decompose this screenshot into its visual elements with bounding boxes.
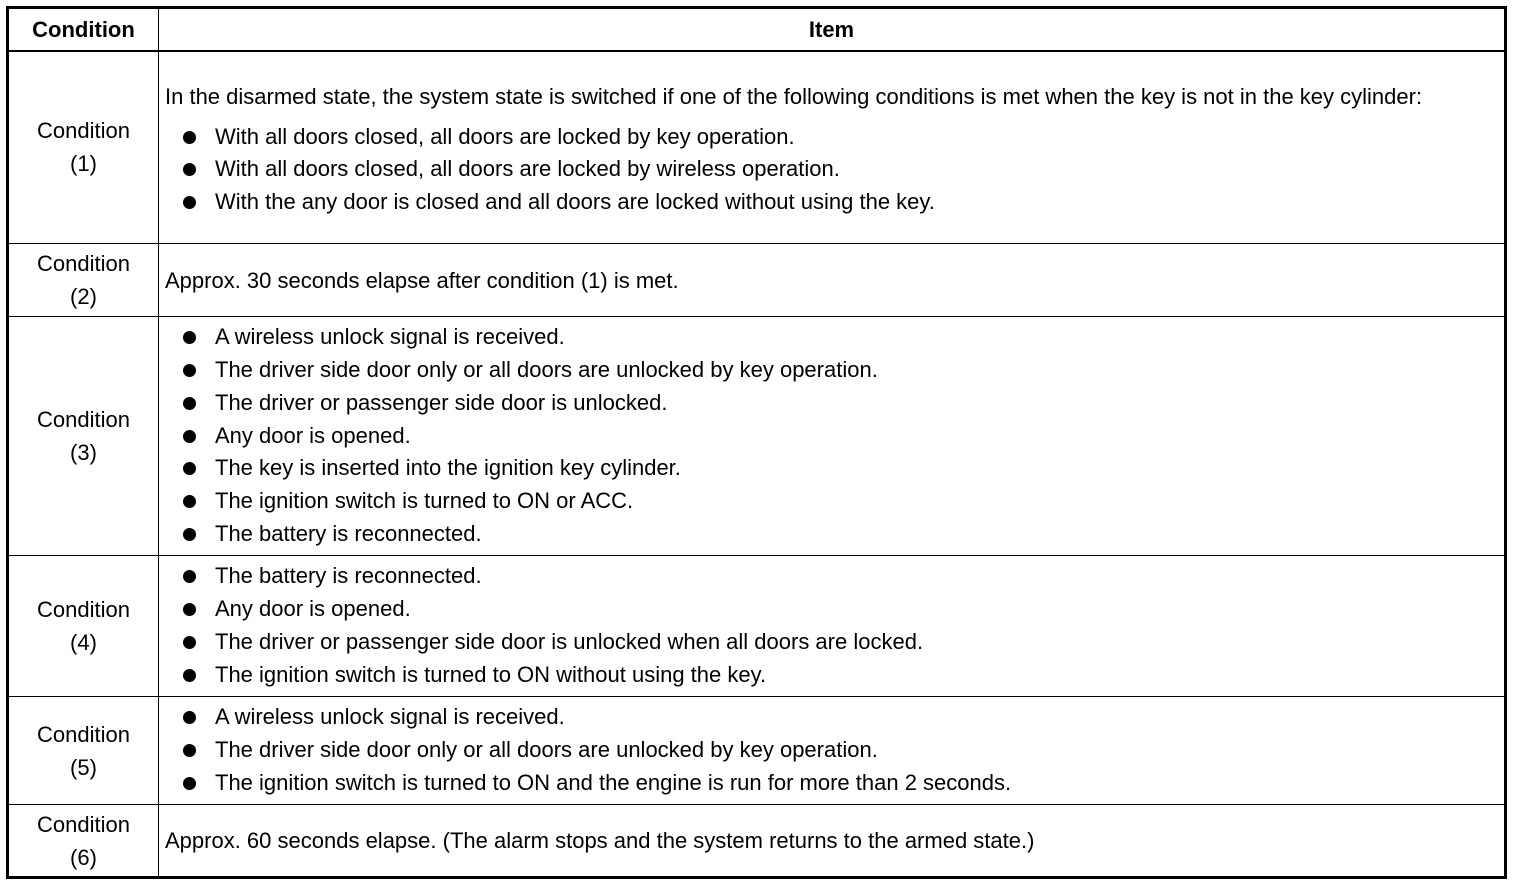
- item-bullet-list: [165, 319, 1496, 553]
- list-item: Any door is opened.: [165, 593, 1496, 626]
- item-cell: [159, 556, 1506, 697]
- header-item: Item: [159, 8, 1506, 51]
- item-cell: [159, 317, 1506, 556]
- item-cell: [159, 697, 1506, 805]
- list-item: The ignition switch is turned to ON without using the key.: [165, 659, 1496, 692]
- condition-number: (6): [70, 844, 97, 870]
- item-bullet-list: [165, 558, 1496, 693]
- item-text: Approx. 60 seconds elapse. (The alarm stops and the system returns to the armed state.): [165, 828, 1035, 853]
- list-item: The driver side door only or all doors are unlocked by key operation.: [165, 354, 1496, 387]
- item-bullet-list: [165, 699, 1496, 801]
- condition-cell: [8, 556, 159, 697]
- list-item: The driver side door only or all doors are unlocked by key operation.: [165, 734, 1496, 767]
- table-row: [8, 51, 1506, 244]
- list-item: A wireless unlock signal is received.: [165, 701, 1496, 734]
- list-item: With all doors closed, all doors are locked by wireless operation.: [165, 153, 1496, 186]
- table-row: [8, 805, 1506, 878]
- list-item: The ignition switch is turned to ON and the engine is run for more than 2 seconds.: [165, 767, 1496, 800]
- condition-label: Condition: [37, 811, 130, 837]
- list-item: The battery is reconnected.: [165, 560, 1496, 593]
- item-text: Approx. 30 seconds elapse after condition (1) is met.: [165, 267, 679, 293]
- item-intro-text: In the disarmed state, the system state is switched if one of the following conditions is met when the key is not in the key cylinder:: [165, 83, 1423, 109]
- table-row: [8, 244, 1506, 317]
- table-header-row: [8, 8, 1506, 51]
- condition-number: (2): [70, 284, 97, 309]
- condition-number: (4): [70, 630, 97, 655]
- condition-label: Condition: [37, 721, 130, 747]
- list-item: The driver or passenger side door is unlocked when all doors are locked.: [165, 626, 1496, 659]
- condition-label: Condition: [37, 597, 130, 622]
- condition-cell: [8, 317, 159, 556]
- item-cell: [159, 244, 1506, 317]
- list-item: The ignition switch is turned to ON or ACC.: [165, 485, 1496, 518]
- condition-label: Condition: [37, 118, 130, 144]
- list-item: Any door is opened.: [165, 420, 1496, 453]
- condition-cell: [8, 51, 159, 244]
- table-row: [8, 317, 1506, 556]
- condition-label: Condition: [37, 407, 130, 432]
- condition-cell: [8, 244, 159, 317]
- condition-number: (1): [70, 151, 97, 177]
- list-item: The key is inserted into the ignition key cylinder.: [165, 452, 1496, 485]
- list-item: With all doors closed, all doors are locked by key operation.: [165, 121, 1496, 154]
- condition-cell: [8, 697, 159, 805]
- list-item: A wireless unlock signal is received.: [165, 321, 1496, 354]
- condition-number: (5): [70, 754, 97, 780]
- condition-cell: [8, 805, 159, 878]
- item-bullet-list: [165, 119, 1496, 221]
- header-condition: Condition: [8, 8, 159, 51]
- table-row: [8, 556, 1506, 697]
- conditions-table: [6, 6, 1507, 879]
- item-cell: [159, 51, 1506, 244]
- list-item: With the any door is closed and all doors are locked without using the key.: [165, 186, 1496, 219]
- item-cell: [159, 805, 1506, 878]
- condition-number: (3): [70, 440, 97, 465]
- list-item: The driver or passenger side door is unlocked.: [165, 387, 1496, 420]
- list-item: The battery is reconnected.: [165, 518, 1496, 551]
- condition-label: Condition: [37, 251, 130, 276]
- table-row: [8, 697, 1506, 805]
